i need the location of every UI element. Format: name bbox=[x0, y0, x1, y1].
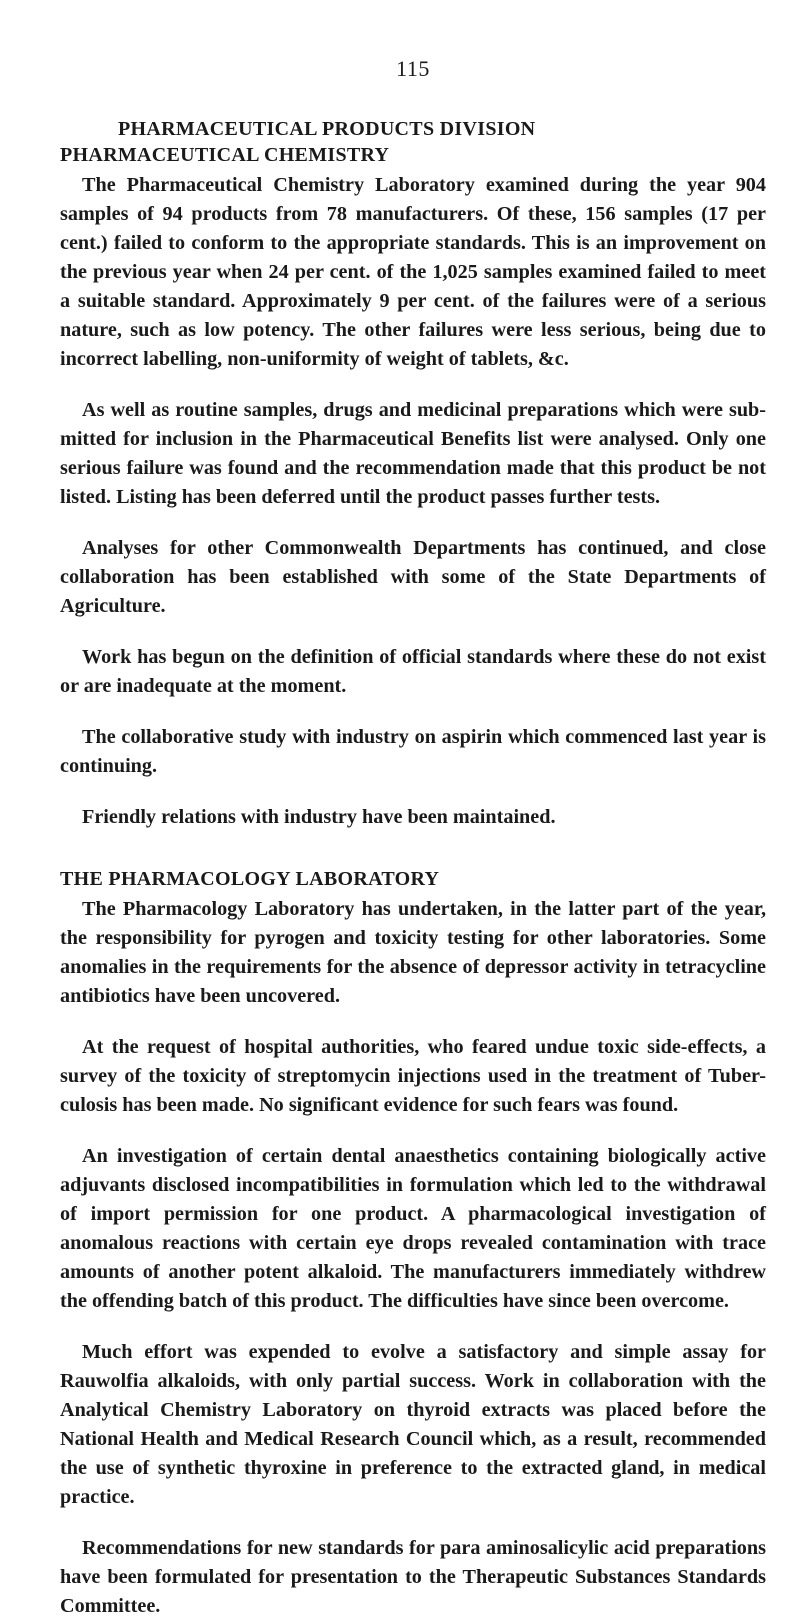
paragraph: At the request of hospital authorities, who feared undue toxic side-effects, a survey of the toxicity of streptomycin injections used in the treatment of Tuber-culosis has been made. No significant evidence for such fears was found. bbox=[60, 1036, 766, 1116]
paragraph: The Pharmaceutical Chemistry Laboratory examined during the year 904 samples of 94 products from 78 manufacturers. Of these, 156 samples (17 per cent.) failed to conform to the appropriate standards. This is an improvement on the previous year when 24 per cent. of the 1,025 samples examined failed to meet a suitable standard. Approximately 9 per cent. of the failures were of a serious nature, such as low potency. The other failures were less serious, being due to incorrect labelling, non-uniformity of weight of tablets, &c. bbox=[60, 174, 766, 370]
paragraph: As well as routine samples, drugs and medicinal preparations which were sub-mitted for inclusion in the Pharmaceutical Benefits list were analysed. Only one serious failure was found and the recommendation made that this product be not listed. Listing has been deferred until the product passes further tests. bbox=[60, 399, 766, 508]
paragraph: An investigation of certain dental anaesthetics containing biologically active adjuvants disclosed incompatibilities in formulation which led to the withdrawal of import permission for one product. A pharmacological investigation of anomalous reactions with certain eye drops revealed contamination with trace amounts of another potent alkaloid. The manufacturers immediately withdrew the offending batch of this product. The difficulties have since been overcome. bbox=[60, 1145, 766, 1312]
section-title: THE PHARMACOLOGY LABORATORY bbox=[60, 868, 440, 890]
section-title: PHARMACEUTICAL CHEMISTRY bbox=[60, 144, 390, 166]
paragraph: The Pharmacology Laboratory has undertaken, in the latter part of the year, the responsibility for pyrogen and toxicity testing for other laboratories. Some anomalies in the requirements for the absence of depressor activity in tetracycline antibiotics have been uncovered. bbox=[60, 898, 766, 1007]
paragraph: Analyses for other Commonwealth Departments has continued, and close collaboration has been established with some of the State Departments of Agriculture. bbox=[60, 537, 766, 617]
paragraph: Work has begun on the definition of official standards where these do not exist or are inadequate at the moment. bbox=[60, 646, 766, 697]
division-title: PHARMACEUTICAL PRODUCTS DIVISION bbox=[118, 118, 536, 140]
document-page bbox=[60, 56, 766, 1621]
page-number: 115 bbox=[396, 56, 430, 81]
section-pharmacology-laboratory bbox=[60, 868, 766, 1621]
section-pharmaceutical-chemistry bbox=[60, 144, 766, 832]
paragraph: Recommendations for new standards for para aminosalicylic acid preparations have been formulated for presentation to the Therapeutic Substances Standards Committee. bbox=[60, 1537, 766, 1617]
paragraph: The collaborative study with industry on aspirin which commenced last year is continuing. bbox=[60, 726, 766, 777]
paragraph: Friendly relations with industry have been maintained. bbox=[82, 806, 556, 828]
paragraph: Much effort was expended to evolve a satisfactory and simple assay for Rauwolfia alkaloids, with only partial success. Work in collaboration with the Analytical Chemistry Laboratory on thyroid extracts was placed before the National Health and Medical Research Council which, as a result, recommended the use of synthetic thyroxine in preference to the extracted gland, in medical practice. bbox=[60, 1341, 766, 1508]
